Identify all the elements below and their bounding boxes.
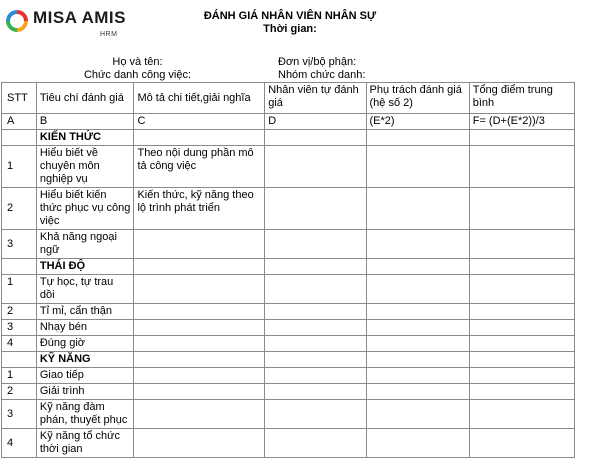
stt-cell[interactable]: 4: [2, 336, 37, 352]
criteria-cell[interactable]: Nhạy bén: [36, 320, 134, 336]
section-row-attitude: [2, 259, 591, 275]
code-d[interactable]: D: [265, 114, 366, 130]
meta-job-title: Chức danh công việc:: [0, 69, 275, 82]
section-row-knowledge: [2, 130, 591, 146]
logo-ring-icon: [6, 10, 28, 32]
description-cell[interactable]: Theo nội dung phần mô tả công việc: [134, 146, 265, 188]
logo-name: MISA AMIS: [33, 8, 126, 28]
stt-cell[interactable]: 3: [2, 230, 37, 259]
page-title: [160, 10, 420, 36]
code-c[interactable]: C: [134, 114, 265, 130]
table-row: [2, 146, 591, 188]
table-row: [2, 320, 591, 336]
header-criteria[interactable]: Tiêu chí đánh giá: [36, 83, 134, 114]
stt-cell[interactable]: 4: [2, 429, 37, 458]
meta-name: Họ và tên:: [0, 56, 275, 69]
criteria-cell[interactable]: Giải trình: [36, 384, 134, 400]
section-row-skills: [2, 352, 591, 368]
stt-cell[interactable]: 2: [2, 304, 37, 320]
description-cell[interactable]: [134, 230, 265, 259]
section-skills[interactable]: KỸ NĂNG: [36, 352, 134, 368]
header-manager-eval[interactable]: Phụ trách đánh giá (hệ số 2): [366, 83, 469, 114]
table-row: [2, 188, 591, 230]
criteria-cell[interactable]: Giao tiếp: [36, 368, 134, 384]
criteria-cell[interactable]: Kỹ năng tổ chức thời gian: [36, 429, 134, 458]
meta-job-group: Nhóm chức danh:: [278, 69, 365, 82]
table-row: [2, 384, 591, 400]
evaluation-table: [1, 82, 591, 458]
header-self-eval[interactable]: Nhân viên tự đánh giá: [265, 83, 366, 114]
code-a[interactable]: A: [2, 114, 37, 130]
stt-cell[interactable]: 3: [2, 320, 37, 336]
stt-cell[interactable]: 2: [2, 188, 37, 230]
table-row: [2, 230, 591, 259]
section-attitude[interactable]: THÁI ĐỘ: [36, 259, 134, 275]
logo-sub: HRM: [100, 31, 117, 38]
stt-cell[interactable]: 1: [2, 275, 37, 304]
section-knowledge[interactable]: KIẾN THỨC: [36, 130, 134, 146]
header-average[interactable]: Tổng điểm trung bình: [469, 83, 574, 114]
code-b[interactable]: B: [36, 114, 134, 130]
stt-cell[interactable]: 2: [2, 384, 37, 400]
misa-amis-logo: [6, 8, 156, 38]
stt-cell[interactable]: 3: [2, 400, 37, 429]
title-line-2: Thời gian:: [160, 23, 420, 36]
description-cell[interactable]: Kiến thức, kỹ năng theo lộ trình phát triển: [134, 188, 265, 230]
meta-department: Đơn vị/bộ phận:: [278, 56, 356, 69]
criteria-cell[interactable]: Đúng giờ: [36, 336, 134, 352]
criteria-cell[interactable]: Kỹ năng đàm phán, thuyết phục: [36, 400, 134, 429]
criteria-cell[interactable]: Khả năng ngoại ngữ: [36, 230, 134, 259]
table-row: [2, 429, 591, 458]
criteria-cell[interactable]: Hiểu biết về chuyên môn nghiệp vụ: [36, 146, 134, 188]
code-e[interactable]: (E*2): [366, 114, 469, 130]
criteria-cell[interactable]: Hiểu biết kiến thức phục vụ công việc: [36, 188, 134, 230]
header-row: [2, 83, 591, 114]
table-row: [2, 304, 591, 320]
stt-cell[interactable]: 1: [2, 146, 37, 188]
table-row: [2, 275, 591, 304]
header-description[interactable]: Mô tả chi tiết,giải nghĩa: [134, 83, 265, 114]
table-row: [2, 336, 591, 352]
code-f[interactable]: F= (D+(E*2))/3: [469, 114, 574, 130]
code-row: [2, 114, 591, 130]
criteria-cell[interactable]: Tỉ mỉ, cẩn thận: [36, 304, 134, 320]
table-row: [2, 400, 591, 429]
criteria-cell[interactable]: Tự học, tự trau dồi: [36, 275, 134, 304]
title-line-1: ĐÁNH GIÁ NHÂN VIÊN NHÂN SỰ: [160, 10, 420, 23]
sheet-header: [0, 0, 591, 82]
header-stt[interactable]: STT: [2, 83, 37, 114]
table-row: [2, 368, 591, 384]
stt-cell[interactable]: 1: [2, 368, 37, 384]
